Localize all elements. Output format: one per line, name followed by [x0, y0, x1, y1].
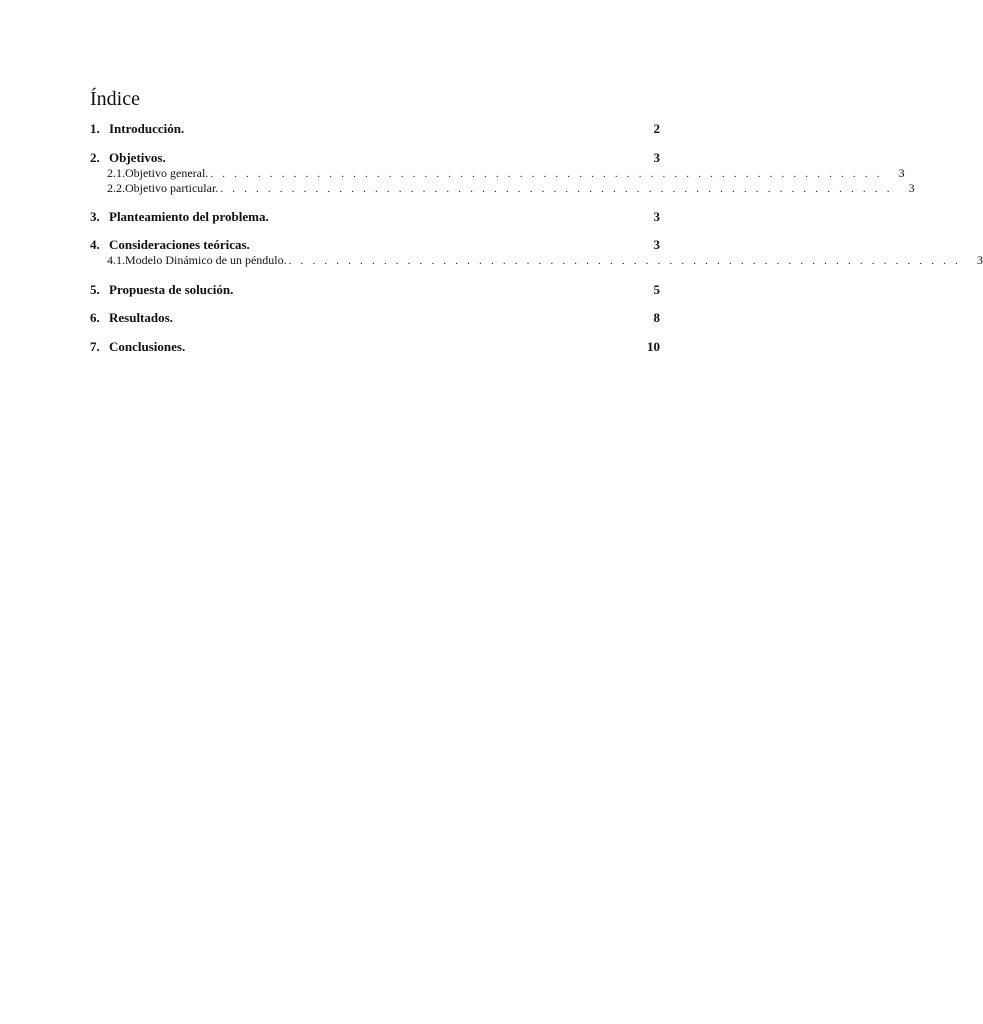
subsection-page-number: 3	[898, 166, 905, 180]
section-number: 3.	[90, 209, 100, 224]
toc-heading: Índice	[90, 88, 140, 110]
subsection-title: Modelo Dinámico de un péndulo.	[125, 253, 287, 267]
section-number: 7.	[90, 339, 100, 354]
dot-leader: . . . . . . . . . . . . . . . . . . . . . . . . . . . . . . . . . . . . . . . . . . . . . . . . . . . . . . . . .	[288, 255, 961, 267]
toc-subsection-4-1[interactable]	[90, 253, 983, 269]
section-number: 4.	[90, 237, 100, 252]
section-page-number: 3	[653, 209, 660, 224]
toc-section-2[interactable]	[90, 150, 660, 166]
subsection-title: Objetivo particular.	[125, 181, 219, 195]
section-title: Propuesta de solución.	[109, 282, 234, 297]
toc-section-6[interactable]	[90, 310, 660, 326]
section-page-number: 5	[653, 282, 660, 297]
section-page-number: 3	[653, 150, 660, 165]
toc-section-7[interactable]	[90, 339, 660, 355]
section-title: Introducción.	[109, 121, 185, 136]
toc-subsection-2-2[interactable]	[90, 181, 915, 197]
toc-subsection-2-1[interactable]	[90, 166, 905, 182]
section-number: 2.	[90, 150, 100, 165]
section-title: Objetivos.	[109, 150, 166, 165]
toc-section-3[interactable]	[90, 209, 660, 225]
toc-section-1[interactable]	[90, 121, 660, 137]
section-title: Consideraciones teóricas.	[109, 237, 250, 252]
section-number: 5.	[90, 282, 100, 297]
toc-section-5[interactable]	[90, 282, 660, 298]
toc-section-4[interactable]	[90, 237, 660, 253]
subsection-number: 2.1.	[107, 166, 125, 180]
section-number: 1.	[90, 121, 100, 136]
section-page-number: 8	[653, 310, 660, 325]
subsection-title: Objetivo general.	[125, 166, 209, 180]
subsection-page-number: 3	[908, 181, 915, 195]
subsection-number: 2.2.	[107, 181, 125, 195]
section-page-number: 3	[653, 237, 660, 252]
dot-leader: . . . . . . . . . . . . . . . . . . . . . . . . . . . . . . . . . . . . . . . . . . . . . . . . . . . . . . . . .	[220, 183, 893, 195]
section-title: Resultados.	[109, 310, 173, 325]
section-page-number: 2	[653, 121, 660, 136]
section-title: Planteamiento del problema.	[109, 209, 269, 224]
subsection-page-number: 3	[977, 253, 983, 267]
dot-leader: . . . . . . . . . . . . . . . . . . . . . . . . . . . . . . . . . . . . . . . . . . . . . . . . . . . . . . . . .	[210, 168, 883, 180]
section-title: Conclusiones.	[109, 339, 186, 354]
section-page-number: 10	[647, 339, 660, 354]
subsection-number: 4.1.	[107, 253, 125, 267]
section-number: 6.	[90, 310, 100, 325]
